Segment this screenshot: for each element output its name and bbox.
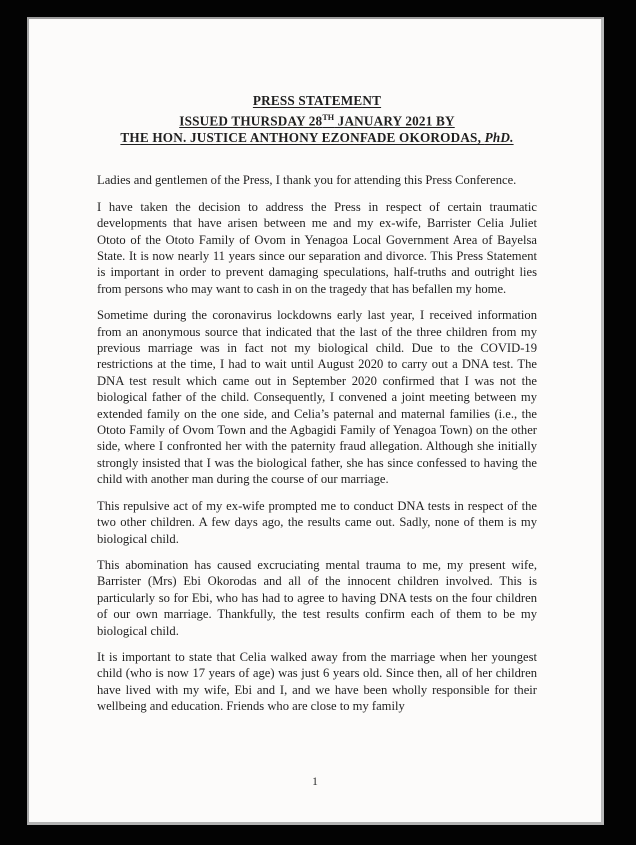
paragraph-other-children-tests: This repulsive act of my ex-wife prompted me to conduct DNA tests in respect of the two other children. A few days ago, the results came out. Sadly, none of them is my biological child. bbox=[97, 498, 537, 546]
statement-body bbox=[97, 172, 537, 714]
paragraph-salutation: Ladies and gentlemen of the Press, I thank you for attending this Press Conference. bbox=[97, 173, 517, 188]
paragraph-dna-discovery: Sometime during the coronavirus lockdowns early last year, I received information from an anonymous source that indicated that the last of the three children from my previous marriage was in fact not my biological child. Due to the COVID-19 restrictions at the time, I had to wait until August 2020 to carry out a DNA test. The DNA test result which came out in September 2020 confirmed that I was not the biological father of the child. Consequently, I convened a joint meeting between my extended family on the one side, and Celia’s paternal and maternal families (i.e., the Ototo Family of Ovom Town and the Agbagidi Family of Yenagoa Town) on the other side, where I confronted her with the paternity fraud allegation. Although she initially strongly insisted that I was the biological father, she has since confessed to having the child with another man during the course of our marriage. bbox=[97, 308, 537, 487]
title-line-2-pre: ISSUED THURSDAY 28 bbox=[179, 113, 323, 129]
press-statement-title bbox=[97, 92, 537, 146]
title-line-2-post: JANUARY 2021 BY bbox=[334, 113, 455, 129]
document-page bbox=[27, 17, 604, 825]
paragraph-mental-trauma: This abomination has caused excruciating mental trauma to me, my present wife, Barrister (Mrs) Ebi Okorodas and all of the innocent children involved. This is particularly so for Ebi, who has had to agree to having DNA tests on the four children of our own marriage. Thankfully, the test results confirm each of them to be my biological child. bbox=[97, 557, 537, 638]
title-line-3-pre: THE HON. JUSTICE ANTHONY EZONFADE OKORODAS, bbox=[120, 130, 485, 146]
title-line-1-text: PRESS STATEMENT bbox=[252, 93, 382, 108]
paragraph-decision: I have taken the decision to address the Press in respect of certain traumatic developments that have arisen between me and my ex-wife, Barrister Celia Juliet Ototo of the Ototo Family of Ovom in Yenagoa Local Government Area of Bayelsa State. It is now nearly 11 years since our separation and divorce. This Press Statement is important in order to prevent damaging speculations, half-truths and outright lies from persons who may want to cash in on the tragedy that has befallen my home. bbox=[97, 199, 537, 296]
paragraph-celia-walked-away: It is important to state that Celia walked away from the marriage when her youngest child (who is now 17 years of age) was just 6 years old. Since then, all of her children have lived with my wife, Ebi and I, and we have been wholly responsible for their wellbeing and education. Friends who are close to my family bbox=[97, 649, 537, 714]
title-line-2 bbox=[97, 109, 537, 129]
title-phd-suffix: PhD. bbox=[484, 130, 514, 146]
title-line-1 bbox=[97, 92, 537, 109]
title-ordinal-superscript: TH bbox=[322, 113, 335, 122]
page-number: 1 bbox=[312, 776, 318, 788]
title-line-3 bbox=[97, 129, 537, 146]
